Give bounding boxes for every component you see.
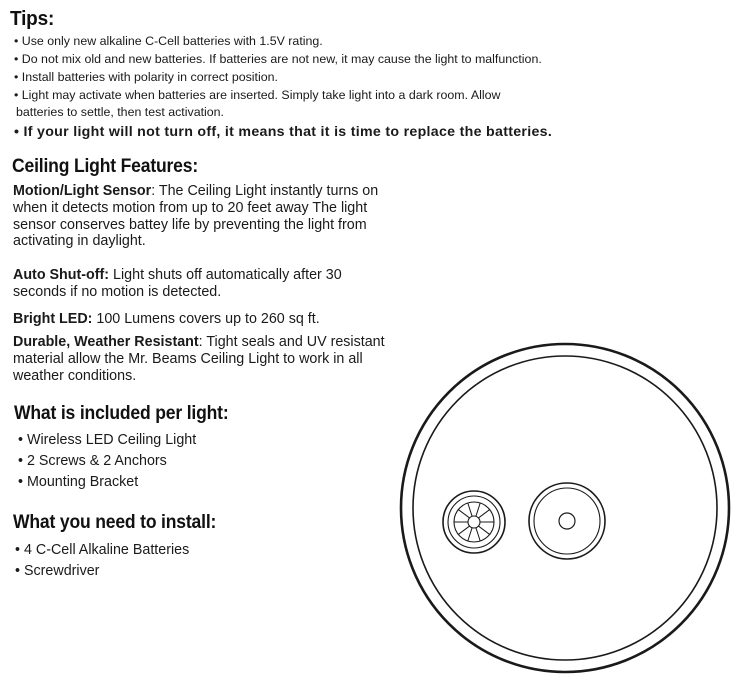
install-item: • 4 C-Cell Alkaline Batteries: [15, 542, 190, 558]
feature-label: Auto Shut-off:: [13, 267, 110, 283]
outer-rim: [401, 344, 729, 672]
tip-item: • Light may activate when batteries are inserted. Simply take light into a dark room. Allow: [14, 88, 501, 102]
feature-text: when it detects motion from up to 20 feet away The light: [13, 199, 368, 216]
feature-text: weather conditions.: [13, 367, 137, 384]
inner-rim: [413, 356, 717, 660]
feature-label: Motion/Light Sensor: [13, 183, 152, 199]
feature-text: sensor conserves battey life by preventing the light from: [13, 216, 367, 233]
feature-text: seconds if no motion is detected.: [13, 283, 222, 300]
feature-label: Durable, Weather Resistant: [13, 334, 199, 350]
feature-text: material allow the Mr. Beams Ceiling Light to work in all: [13, 350, 363, 367]
feature-text: : Tight seals and UV resistant: [198, 334, 385, 350]
motion-sensor-icon: [443, 491, 505, 553]
included-title: What is included per light:: [14, 402, 229, 424]
led-lens-icon: [529, 483, 605, 559]
feature-text: Light shuts off automatically after 30: [109, 267, 342, 283]
tip-item: batteries to settle, then test activation.: [16, 105, 225, 119]
feature-text: 100 Lumens covers up to 260 sq ft.: [92, 311, 320, 327]
feature-label: Bright LED:: [13, 311, 93, 327]
tip-item: • Install batteries with polarity in correct position.: [14, 70, 278, 84]
tip-emphasis: • If your light will not turn off, it means that it is time to replace the batteries.: [14, 124, 553, 140]
tip-item: • Use only new alkaline C-Cell batteries with 1.5V rating.: [14, 34, 323, 48]
install-title: What you need to install:: [13, 511, 217, 533]
feature-text: activating in daylight.: [13, 233, 146, 250]
tip-item: • Do not mix old and new batteries. If batteries are not new, it may cause the light to malfunction.: [14, 52, 542, 66]
feature-text: : The Ceiling Light instantly turns on: [151, 183, 379, 199]
features-title: Ceiling Light Features:: [12, 155, 199, 177]
included-item: • Mounting Bracket: [18, 474, 139, 490]
tips-title: Tips:: [10, 8, 55, 30]
install-item: • Screwdriver: [15, 563, 100, 579]
included-item: • 2 Screws & 2 Anchors: [18, 453, 167, 469]
included-item: • Wireless LED Ceiling Light: [18, 432, 197, 448]
